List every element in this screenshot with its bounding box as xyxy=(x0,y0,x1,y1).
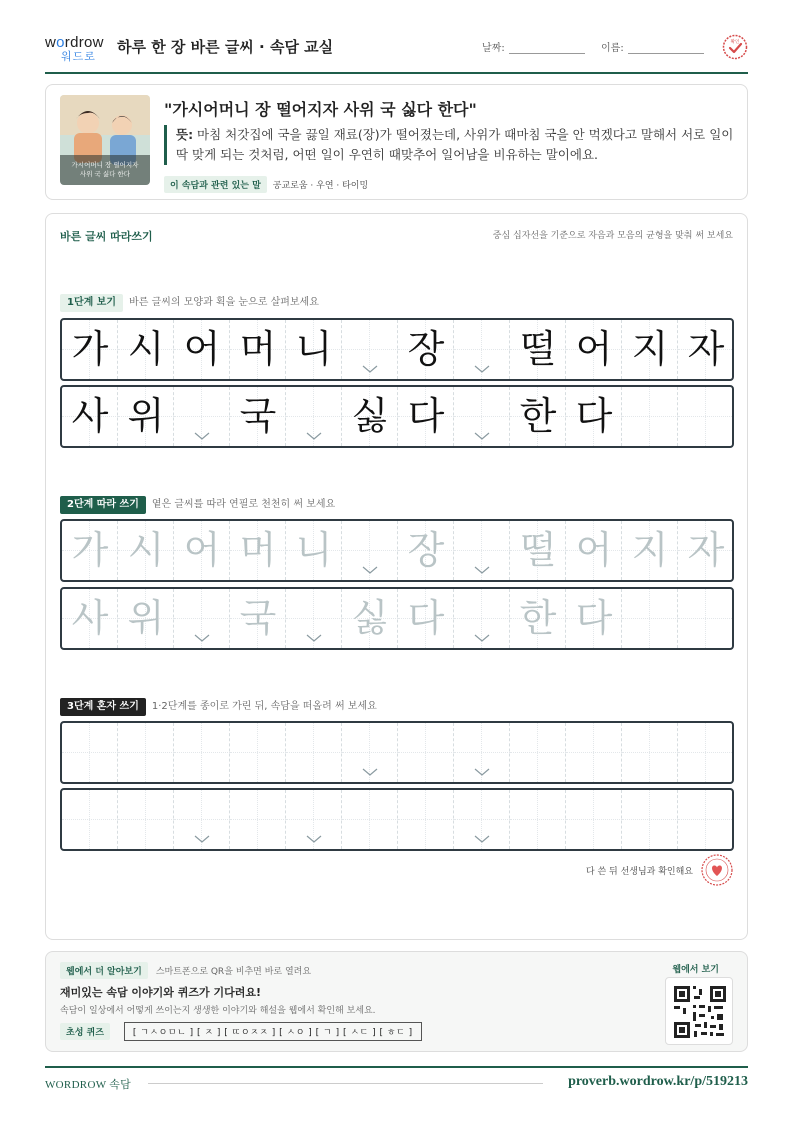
svg-text:사위 국 싫다 한다: 사위 국 싫다 한다 xyxy=(79,170,131,178)
grid-char: 사 xyxy=(71,596,109,640)
grid-cell[interactable] xyxy=(62,790,118,849)
web-more-box xyxy=(45,951,748,1052)
grid-cell[interactable] xyxy=(62,723,118,782)
proverb-title: "가시어머니 장 떨어지자 사위 국 싫다 한다" xyxy=(164,100,477,119)
grid-cell xyxy=(678,320,734,379)
step2-row1[interactable] xyxy=(60,519,734,582)
space-mark-icon xyxy=(474,768,490,776)
grid-cell[interactable] xyxy=(510,790,566,849)
grid-cell[interactable] xyxy=(174,790,230,849)
qr-code[interactable] xyxy=(665,977,733,1045)
grid-cell[interactable] xyxy=(678,723,734,782)
grid-cell xyxy=(510,387,566,446)
grid-cell[interactable] xyxy=(510,521,566,580)
grid-cell[interactable] xyxy=(454,790,510,849)
step1-row1 xyxy=(60,318,734,381)
grid-char: 위 xyxy=(127,394,165,438)
space-mark-icon xyxy=(194,432,210,440)
grid-cell[interactable] xyxy=(230,521,286,580)
grid-char: 장 xyxy=(407,528,445,572)
web-more-desc: 속담이 일상에서 어떻게 쓰이는지 생생한 이야기와 해설을 웹에서 확인해 보세요. xyxy=(60,1006,376,1016)
grid-cell[interactable] xyxy=(230,790,286,849)
footer-brand: WORDROW 속담 xyxy=(45,1079,132,1091)
grid-cell[interactable] xyxy=(118,723,174,782)
grid-cell[interactable] xyxy=(286,790,342,849)
grid-cell[interactable] xyxy=(566,790,622,849)
grid-char: 가 xyxy=(71,327,109,371)
step2-desc: 옅은 글씨를 따라 연필로 천천히 써 보세요 xyxy=(151,499,336,510)
grid-cell xyxy=(454,320,510,379)
grid-char: 다 xyxy=(407,596,445,640)
space-mark-icon xyxy=(474,432,490,440)
grid-cell[interactable] xyxy=(622,790,678,849)
grid-cell[interactable] xyxy=(286,521,342,580)
quiz-label: 초성 퀴즈 xyxy=(60,1023,110,1040)
grid-char: 머 xyxy=(239,327,277,371)
grid-cell[interactable] xyxy=(678,790,734,849)
name-label: 이름: xyxy=(601,43,624,54)
grid-cell[interactable] xyxy=(342,521,398,580)
grid-cell[interactable] xyxy=(286,589,342,648)
step3-row1[interactable] xyxy=(60,721,734,784)
grid-cell[interactable] xyxy=(398,521,454,580)
svg-text:확인: 확인 xyxy=(730,40,740,45)
grid-cell[interactable] xyxy=(342,723,398,782)
grid-char: 장 xyxy=(407,327,445,371)
grid-char: 어 xyxy=(575,528,613,572)
related-words: 공교로움 · 우연 · 타이밍 xyxy=(272,181,369,191)
grid-char: 니 xyxy=(295,528,333,572)
grid-cell[interactable] xyxy=(566,589,622,648)
footer-divider xyxy=(45,1066,748,1068)
quiz-box: [ ㄱㅅㅇㅁㄴ ] [ ㅈ ] [ ㄸㅇㅈㅈ ] [ ㅅㅇ ] [ ㄱ ] [ ㅅㄷ ] [ ㅎㄷ ] xyxy=(124,1022,422,1041)
proverb-card xyxy=(45,84,748,200)
grid-cell[interactable] xyxy=(454,723,510,782)
practice-note: 중심 십자선을 기준으로 자음과 모음의 균형을 맞춰 써 보세요 xyxy=(492,231,733,241)
grid-cell xyxy=(62,320,118,379)
grid-cell xyxy=(622,387,678,446)
logo-subtext: 워드로 xyxy=(61,50,96,63)
grid-cell[interactable] xyxy=(174,521,230,580)
practice-title: 바른 글씨 따라쓰기 xyxy=(60,230,153,243)
heart-stamp-icon xyxy=(701,854,733,886)
step2-label xyxy=(60,496,335,514)
grid-cell xyxy=(286,387,342,446)
step2-row2[interactable] xyxy=(60,587,734,650)
grid-cell xyxy=(510,320,566,379)
meaning-text: 마침 처갓집에 국을 끓일 재료(장)가 떨어졌는데, 사위가 때마침 국을 안 먹겠다고 말해서 서로 일이 딱 맞게 되는 것처럼, 어떤 일이 우연히 때맞추어 일어남을 비유하는 말이에요. xyxy=(176,127,734,162)
related-words-line xyxy=(164,176,368,193)
grid-cell xyxy=(286,320,342,379)
space-mark-icon xyxy=(474,566,490,574)
grid-char: 어 xyxy=(575,327,613,371)
svg-text:가시어머니 장 떨어지자: 가시어머니 장 떨어지자 xyxy=(71,161,139,169)
grid-cell xyxy=(118,387,174,446)
grid-cell[interactable] xyxy=(398,589,454,648)
related-tag: 이 속담과 관련 있는 말 xyxy=(164,176,267,193)
grid-char: 위 xyxy=(127,596,165,640)
grid-cell xyxy=(566,320,622,379)
grid-cell xyxy=(342,387,398,446)
space-mark-icon xyxy=(306,634,322,642)
grid-cell xyxy=(174,387,230,446)
step1-badge: 1단계 보기 xyxy=(60,294,123,312)
grid-char: 국 xyxy=(239,596,277,640)
grid-char: 한 xyxy=(519,394,557,438)
grid-cell[interactable] xyxy=(622,521,678,580)
grid-cell[interactable] xyxy=(678,589,734,648)
grid-char: 자 xyxy=(687,528,725,572)
grid-cell[interactable] xyxy=(454,589,510,648)
date-field[interactable] xyxy=(482,39,585,54)
grid-char: 자 xyxy=(687,327,725,371)
space-mark-icon xyxy=(306,835,322,843)
space-mark-icon xyxy=(194,634,210,642)
grid-cell[interactable] xyxy=(510,723,566,782)
step3-badge: 3단계 혼자 쓰기 xyxy=(60,698,146,716)
grid-cell xyxy=(230,387,286,446)
proverb-illustration xyxy=(60,95,150,185)
step2-badge: 2단계 따라 쓰기 xyxy=(60,496,146,514)
grid-cell[interactable] xyxy=(678,521,734,580)
grid-cell[interactable] xyxy=(230,589,286,648)
grid-cell xyxy=(398,387,454,446)
practice-section xyxy=(45,213,748,940)
grid-cell xyxy=(230,320,286,379)
grid-cell xyxy=(118,320,174,379)
grid-char: 떨 xyxy=(519,528,557,572)
grid-cell xyxy=(174,320,230,379)
step3-desc: 1·2단계를 종이로 가린 뒤, 속담을 떠올려 써 보세요 xyxy=(151,701,377,712)
grid-cell[interactable] xyxy=(174,589,230,648)
grid-cell[interactable] xyxy=(342,790,398,849)
page-title: 하루 한 장 바른 글씨 · 속담 교실 xyxy=(117,38,334,56)
web-view-label: 웹에서 보기 xyxy=(672,965,719,975)
grid-cell xyxy=(62,387,118,446)
web-more-headline: 재미있는 속담 이야기와 퀴즈가 기다려요! xyxy=(60,986,261,999)
grid-cell[interactable] xyxy=(118,790,174,849)
qr-hint: 스마트폰으로 QR을 비추면 바로 열려요 xyxy=(155,967,312,977)
grid-char: 어 xyxy=(183,528,221,572)
space-mark-icon xyxy=(362,768,378,776)
grid-cell[interactable] xyxy=(622,723,678,782)
space-mark-icon xyxy=(306,432,322,440)
grid-char: 머 xyxy=(239,528,277,572)
grid-cell[interactable] xyxy=(510,589,566,648)
grid-cell[interactable] xyxy=(566,723,622,782)
grid-cell xyxy=(342,320,398,379)
meaning-label: 뜻: xyxy=(176,127,194,142)
grid-cell[interactable] xyxy=(118,589,174,648)
footer-rule xyxy=(148,1083,543,1084)
grid-char: 국 xyxy=(239,394,277,438)
grid-cell xyxy=(454,387,510,446)
space-mark-icon xyxy=(362,365,378,373)
space-mark-icon xyxy=(194,835,210,843)
grid-cell xyxy=(622,320,678,379)
wordrow-logo: wordrow xyxy=(45,34,104,51)
grid-char: 싫 xyxy=(351,596,389,640)
grid-char: 지 xyxy=(631,528,669,572)
grid-cell[interactable] xyxy=(398,723,454,782)
proverb-meaning xyxy=(164,125,734,165)
grid-char: 싫 xyxy=(351,394,389,438)
grid-char: 한 xyxy=(519,596,557,640)
date-label: 날짜: xyxy=(482,43,505,54)
grid-char: 니 xyxy=(295,327,333,371)
step1-desc: 바른 글씨의 모양과 획을 눈으로 살펴보세요 xyxy=(129,297,319,308)
grid-cell[interactable] xyxy=(62,521,118,580)
space-mark-icon xyxy=(474,365,490,373)
chosung-quiz xyxy=(60,1022,422,1041)
grid-char: 떨 xyxy=(519,327,557,371)
grid-char: 지 xyxy=(631,327,669,371)
grid-char: 시 xyxy=(127,327,165,371)
footer-url-link[interactable]: proverb.wordrow.kr/p/519213 xyxy=(568,1074,748,1089)
grid-cell[interactable] xyxy=(286,723,342,782)
grid-char: 가 xyxy=(71,528,109,572)
grid-cell[interactable] xyxy=(230,723,286,782)
space-mark-icon xyxy=(474,634,490,642)
grid-cell[interactable] xyxy=(174,723,230,782)
grid-cell[interactable] xyxy=(342,589,398,648)
web-more-badge: 웹에서 더 알아보기 xyxy=(60,962,148,979)
space-mark-icon xyxy=(362,566,378,574)
step3-row2[interactable] xyxy=(60,788,734,851)
grid-cell[interactable] xyxy=(454,521,510,580)
qr-code-icon xyxy=(666,978,734,1046)
grid-char: 사 xyxy=(71,394,109,438)
grid-char: 어 xyxy=(183,327,221,371)
grid-cell[interactable] xyxy=(398,790,454,849)
grid-cell xyxy=(398,320,454,379)
grid-char: 다 xyxy=(575,596,613,640)
step1-label xyxy=(60,294,319,312)
web-more-header xyxy=(60,962,311,979)
name-field[interactable] xyxy=(601,39,704,54)
step1-row2 xyxy=(60,385,734,448)
page-header xyxy=(45,30,748,74)
step3-label xyxy=(60,698,377,716)
grid-cell[interactable] xyxy=(62,589,118,648)
teacher-check-note: 다 쓴 뒤 선생님과 확인해요 xyxy=(585,867,693,877)
grid-cell xyxy=(566,387,622,446)
grid-cell xyxy=(678,387,734,446)
grid-cell[interactable] xyxy=(622,589,678,648)
grid-char: 시 xyxy=(127,528,165,572)
space-mark-icon xyxy=(474,835,490,843)
grid-char: 다 xyxy=(575,394,613,438)
grid-cell[interactable] xyxy=(118,521,174,580)
grid-char: 다 xyxy=(407,394,445,438)
grid-cell[interactable] xyxy=(566,521,622,580)
check-stamp-icon xyxy=(722,34,748,60)
